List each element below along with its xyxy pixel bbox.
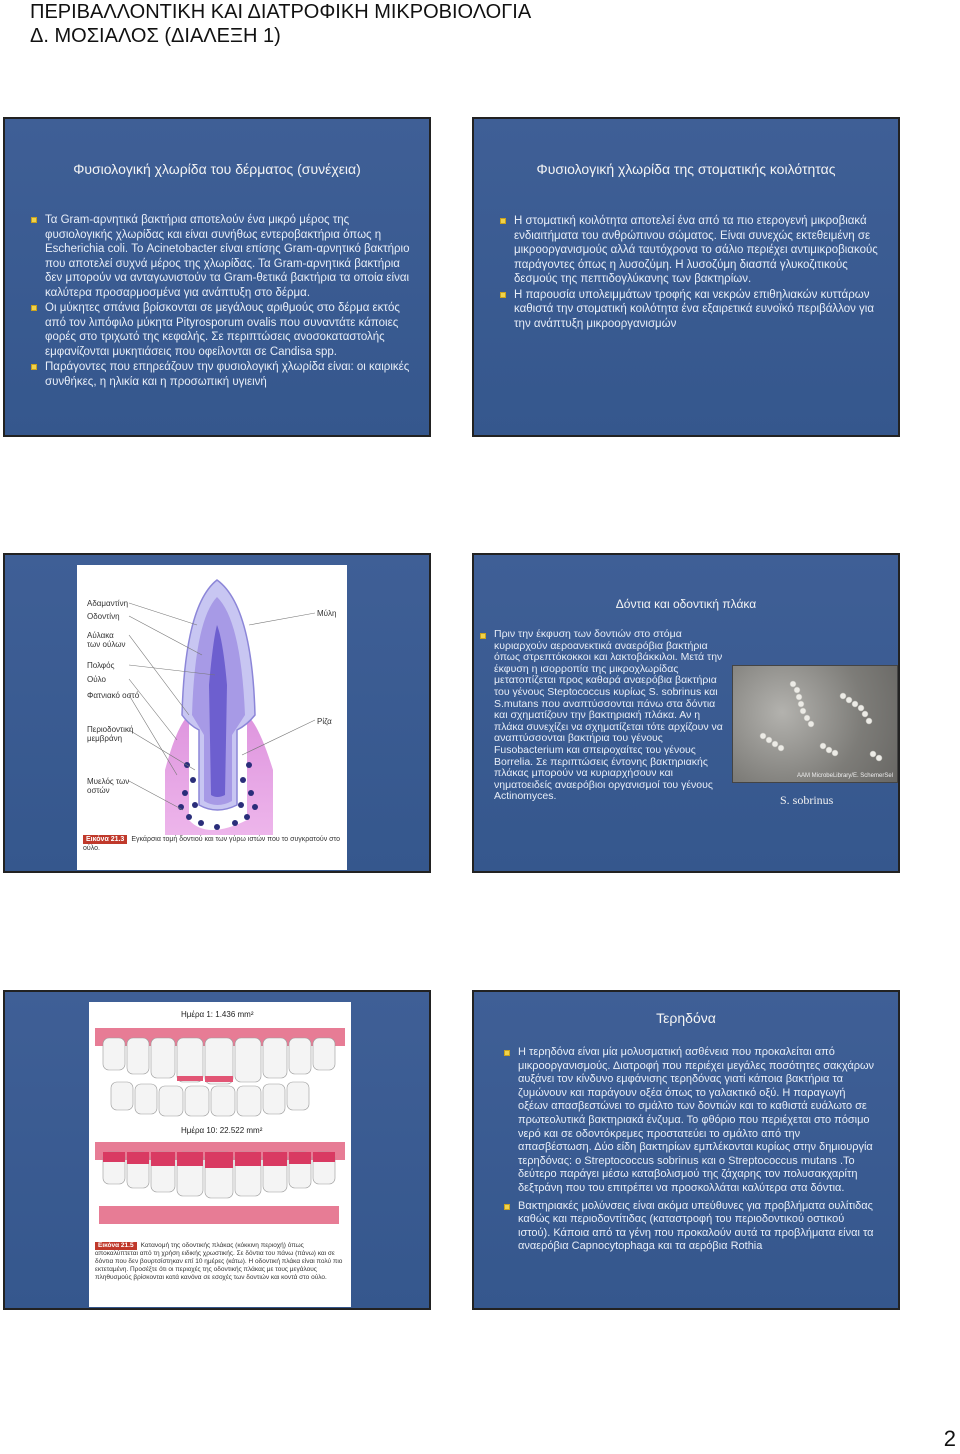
slide-3 [3,553,431,873]
slide-4 [472,553,900,873]
slide-6-bullets [504,1046,876,1255]
slide-6-bullet-2: Βακτηριακές μολύνσεις είναι ακόμα υπεύθυνες για προβλήματα ουλίτιδας καθώς και περιοδοντίτιδας (καταστροφή του περιοδοντικού οστικού ιστού). Κάποια από τα γένη που προκαλούν αυτά τα προβλήματα είναι τα αναερόβια Capnocytophaga και τα αερόβια Rothia [504,1200,876,1254]
slide-2-title: Φυσιολογική χλωρίδα της στοματικής κοιλότητας [536,161,836,177]
label-root: Ρίζα [317,717,332,726]
slide-2-bullet-1: Η στοματική κοιλότητα αποτελεί ένα από τα πιο ετερογενή μικροβιακά ενδιαιτήματα του ανθρώπινου σώματος. Είναι συνεχώς εκτεθειμένη σε μικροοργανισμούς αλλά ταυτόχρονα το σάλιο περιέχει αντιμικροβιακούς παράγοντες όπως η λυσοζύμη. Η λυσοζύμη διασπά γλυκοζιτικούς δεσμούς της πεπτιδογλύκανης των βακτηρίων. [500,214,880,287]
label-periodontal-membrane: Περιοδοντική μεμβράνη [87,725,134,743]
figure-21-5-caption [95,1242,347,1282]
tooth-cross-section-figure [77,565,347,870]
document-title-line1: ΠΕΡΙΒΑΛΛΟΝΤΙΚΗ ΚΑΙ ΔΙΑΤΡΟΦΙΚΗ ΜΙΚΡΟΒΙΟΛΟΓΙΑ [30,1,532,23]
label-gum: Ούλο [87,675,106,684]
slide-2-bullets [500,214,880,332]
slide-1 [3,117,431,437]
slide-5 [3,990,431,1310]
dental-plaque-figure [89,1002,351,1307]
figure-21-5-caption-text: Κατανομή της οδοντικής πλάκας (κόκκινη περιοχή) όπως αποκαλύπτεται από τη χρήση ειδικής χρωστικής. Σε δόντια του πάνω (πάνω) και σε δόντια που δεν βουρτσίστηκαν επί 10 ημέρες (κάτω). Η οδοντική πλάκα είναι πολύ πιο εκτεταμένη. Προσέξτε ότι οι περιοχές της οδοντικής πλάκας με τους μεγάλους πληθυσμούς βρίσκονται κατά κανόνα σε εσοχές των δοντιών και κοντά στο ούλο. [95,1242,343,1281]
page-number: 2 [943,1426,956,1451]
s-sobrinus-micrograph [732,665,898,783]
label-enamel: Αδαμαντίνη [87,599,129,608]
slide-6-bullet-1: Η τερηδόνα είναι μία μολυσματική ασθένεια που προκαλείται από μικροοργανισμούς. Διατροφή που περιέχει μεγάλες ποσότητες σακχάρων αυξάνει τον κίνδυνο εμφάνισης τερηδόνας γιατί κάποια βακτήρια τα ζυμώνουν και παράγουν οξέα όπως το γαλακτικό οξύ. Η παραγωγή οξέων απασβεστώνει το σμάλτο των δοντιών και το καθιστά ευάλωτο σε πρωτεολυτικά βακτηριακά ένζυμα. Το φθόριο που περιέχεται στο πόσιμο νερό και σε οδοντόκρεμες προστατεύει το σμάλτο από την απασβέστωση. Δύο είδη βακτηρίων εμπλέκονται κυρίως στην δημιουργία τερηδόνας: ο Streptococcus sobrinus και ο Streptococcus mutans .Το δεύτερο παράγει μέσω καταβολισμού της ζάχαρης τον πολυσακχαρίτη δεξτράνη που του επιτρέπει να προσκολλάται καλύτερα στα δόντια. [504,1046,876,1196]
micrograph-watermark: AAM MicrobeLibrary/E. SchemerSel [796,773,893,779]
label-pulp: Πολφός [87,661,115,670]
day1-label: Ημέρα 1: 1.436 mm² [181,1010,254,1019]
slide-6-title: Τερηδόνα [656,1010,716,1026]
tooth-illustration [77,565,347,870]
teeth-day10-illustration [89,1136,351,1236]
slide-1-title: Φυσιολογική χλωρίδα του δέρματος (συνέχεια) [73,161,361,177]
slide-6 [472,990,900,1310]
figure-21-3-caption-text: Εγκάρσια τομή δοντιού και των γύρω ιστών που το συγκρατούν στο ούλο. [83,836,341,852]
slide-2 [472,117,900,437]
s-sobrinus-label: S. sobrinus [780,793,834,807]
label-gingival-sulcus: Αύλακα των ούλων [87,631,126,649]
label-dentin: Οδοντίνη [87,612,120,621]
bacteria-chains [733,666,897,782]
label-crown: Μύλη [317,609,337,618]
figure-21-3-caption [83,835,341,853]
teeth-day1-illustration [89,1020,351,1120]
label-bone-marrow: Μυελός των οστών [87,777,130,795]
slide-1-bullets [31,213,415,390]
slide-1-bullet-2: Οι μύκητες σπάνια βρίσκονται σε μεγάλους αριθμούς στο δέρμα εκτός από τον λιπόφιλο μύκητα Pityrosporum ovalis που συναντάτε κάποιες φορές στο τριχωτό της κεφαλής. Σε περιπτώσεις ανοσοκαταστολής εμφανίζονται μυκητιάσεις που οφείλονται σε Candisa spp. [31,301,415,359]
document-title [30,0,531,48]
slide-1-bullet-1: Τα Gram-αρνητικά βακτήρια αποτελούν ένα μικρό μέρος της φυσιολογικής χλωρίδας και είναι συνήθως εντεροβακτήρια όπως η Escherichia coli. Το Acinetobacter είναι επίσης Gram-αρνητικό βακτήριο που αποτελεί συχνά μέρος της χλωρίδας. Τα Gram-αρνητικά βακτήρια δεν μπορούν να ανταγωνιστούν τα Gram-θετικά βακτήρια τα οποία είναι καλύτερα προσαρμοσμένα για ανάπτυξη στο δέρμα. [31,213,415,300]
slide-4-bullets [480,629,730,804]
label-alveolar-bone: Φατνιακό οστό [87,691,140,700]
slide-4-bullet-1: Πριν την έκφυση των δοντιών στο στόμα κυριαρχούν αεροανεκτικά αναερόβια βακτήρια όπως στρεπτόκοκκοι και λακτοβάκκιλοι. Μετά την έκφυση η ισορροπία της μικροχλωρίδας μετατοπίζεται προς καθαρά αναερόβια βακτήρια του γένους Steptococcus κυρίως S. sobrinus και S.mutans που αναπτύσσονται πάνω στα δόντια και σχηματίζουν την βακτηριακή πλάκα. Αν η πλάκα συνεχίζει να σχηματίζεται τότε αρχίζουν να αναπτύσσονται βακτήρια του γένους Fusobacterium και σπειροχαίτες του γένους Borrelia. Σε περιπτώσεις έντονης βακτηριακής πλάκας μπορούν να κυριαρχήσουν και νηματοειδείς αναερόβιοι οργανισμοί του γένους Actinomyces. [480,629,730,803]
figure-21-5-tag: Εικόνα 21.5 [95,1242,137,1250]
slide-4-title: Δόντια και οδοντική πλάκα [615,597,757,611]
document-title-line2: Δ. ΜΟΣΙΑΛΟΣ (ΔΙΑΛΕΞΗ 1) [30,25,281,47]
slide-2-bullet-2: Η παρουσία υπολειμμάτων τροφής και νεκρών επιθηλιακών κυττάρων καθιστά την στοματική κοιλότητα ένα εξαιρετικά ευνοϊκό περιβάλλον για την ανάπτυξη μικροοργανισμών [500,288,880,332]
day10-label: Ημέρα 10: 22.522 mm² [181,1126,263,1135]
slide-1-bullet-3: Παράγοντες που επηρεάζουν την φυσιολογική χλωρίδα είναι: οι καιρικές συνθήκες, η ηλικία και η προσωπική υγιεινή [31,360,415,389]
figure-21-3-tag: Εικόνα 21.3 [83,835,127,844]
